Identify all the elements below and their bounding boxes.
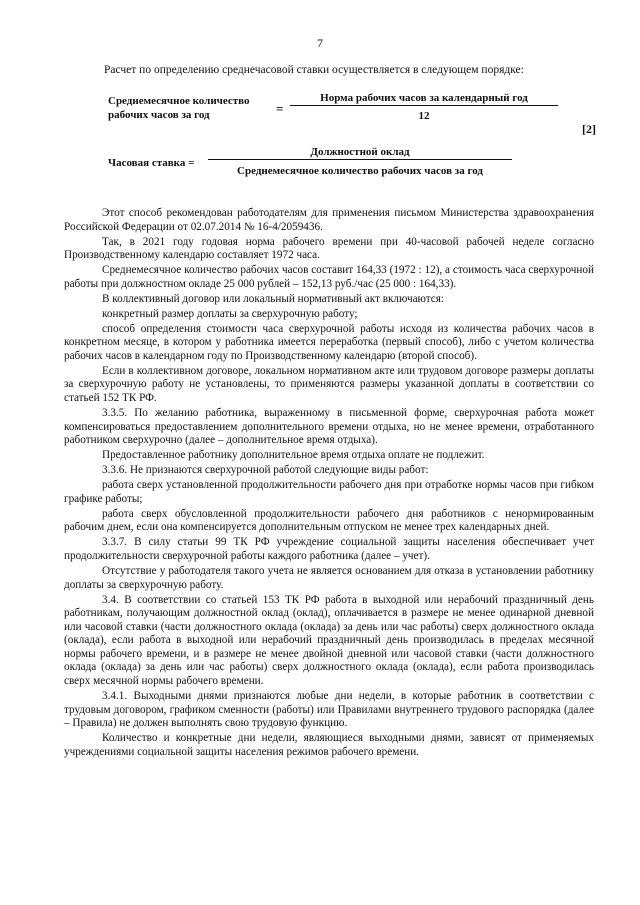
- formula-reference: [2]: [582, 122, 596, 136]
- paragraph: 3.3.7. В силу статьи 99 ТК РФ учреждение социальной защиты населения обеспечивает учет продолжительности сверхурочной работы каждого работника (далее – учет).: [64, 536, 594, 562]
- paragraph: 3.3.5. По желанию работника, выраженному в письменной форме, сверхурочная работа может компенсироваться предоставлением дополнительного времени отдыха, но не менее времени, отработанного работником сверхурочно (далее – дополнительное время отдыха).: [64, 407, 594, 447]
- formula1-denominator: 12: [418, 110, 430, 122]
- formula1-lhs-line1: Среднемесячное количество: [108, 95, 250, 107]
- paragraph: Так, в 2021 году годовая норма рабочего времени при 40-часовой рабочей неделе согласно Производственному календарю составляет 1972 часа.: [64, 235, 594, 262]
- formula1-lhs: [108, 94, 250, 122]
- paragraph: конкретный размер доплаты за сверхурочную работу;: [102, 307, 358, 320]
- formula2-lhs: Часовая ставка =: [108, 157, 195, 169]
- paragraph: 3.4.1. Выходными днями признаются любые дни недели, в которые работник в соответствии с трудовым договором, графиком сменности (работы) или Правилами внутреннего трудового распорядка (далее – Правила) не должен выполнять свою трудовую функцию.: [64, 690, 594, 730]
- paragraph: способ определения стоимости часа сверхурочной работы исходя из количества рабочих часов в конкретном месяце, в котором у работника имеется переработка (первый способ), либо с учетом количества рабочих часов в календарном году по Производственному календарю (второй способ).: [64, 322, 594, 362]
- intro-line: Расчет по определению среднечасовой ставки осуществляется в следующем порядке:: [104, 64, 524, 76]
- paragraph: 3.3.6. Не признаются сверхурочной работой следующие виды работ:: [102, 464, 429, 477]
- paragraph: Предоставленное работнику дополнительное время отдыха оплате не подлежит.: [102, 449, 485, 462]
- paragraph: В коллективный договор или локальный нормативный акт включаются:: [102, 292, 444, 305]
- paragraph: Если в коллективном договоре, локальном нормативном акте или трудовом договоре размеры доплаты за сверхурочную работу не установлены, то применяются размеры указанной доплаты в соответствии со статьей 152 ТК РФ.: [64, 364, 594, 405]
- document-body: [64, 207, 594, 761]
- paragraph: работа сверх установленной продолжительности рабочего дня при отработке нормы часов при гибком графике работы;: [64, 479, 594, 505]
- formula1-lhs-line2: рабочих часов за год: [108, 109, 210, 121]
- formula1-numerator: Норма рабочих часов за календарный год: [290, 92, 558, 106]
- formula2-denominator: Среднемесячное количество рабочих часов за год: [237, 165, 483, 177]
- paragraph: 3.4. В соответствии со статьей 153 ТК РФ работа в выходной или нерабочий праздничный день работникам, получающим должностной оклад (оклад), оплачивается в размере не менее одинарной дневной или часовой ставки (части должностного оклада (оклада) за день или час работы) сверх должностного оклада (оклада), если работа в выходной или нерабочий праздничный день производилась в пределах месячной нормы рабочего времени, и в размере не менее двойной дневной или часовой ставки (части должностного оклада (оклада) за день или час работы) сверх должностного оклада (оклада), если работа производилась сверх месячной нормы рабочего времени.: [64, 593, 594, 688]
- formula2-numerator: Должностной оклад: [208, 146, 512, 160]
- formula1-equals: =: [276, 101, 284, 116]
- paragraph: Этот способ рекомендован работодателям для применения письмом Министерства здравоохранения Российской Федерации от 02.07.2014 № 16-4/2059436.: [64, 207, 594, 233]
- paragraph: Количество и конкретные дни недели, являющиеся выходными днями, зависят от применяемых учреждениями социальной защиты населения режимов рабочего времени.: [64, 732, 594, 758]
- paragraph: Отсутствие у работодателя такого учета не является основанием для отказа в установлении работнику доплаты за сверхурочную работу.: [64, 564, 594, 591]
- paragraph: работа сверх обусловленной продолжительности рабочего дня работников с ненормированным рабочим днем, если она компенсируется дополнительным отпуском не менее трех календарных дней.: [64, 507, 594, 534]
- page-number: 7: [317, 36, 323, 50]
- paragraph: Среднемесячное количество рабочих часов составит 164,33 (1972 : 12), а стоимость часа сверхурочной работы при должностном окладе 25 000 рублей – 152,13 руб./час (25 000 : 164,33).: [64, 264, 594, 290]
